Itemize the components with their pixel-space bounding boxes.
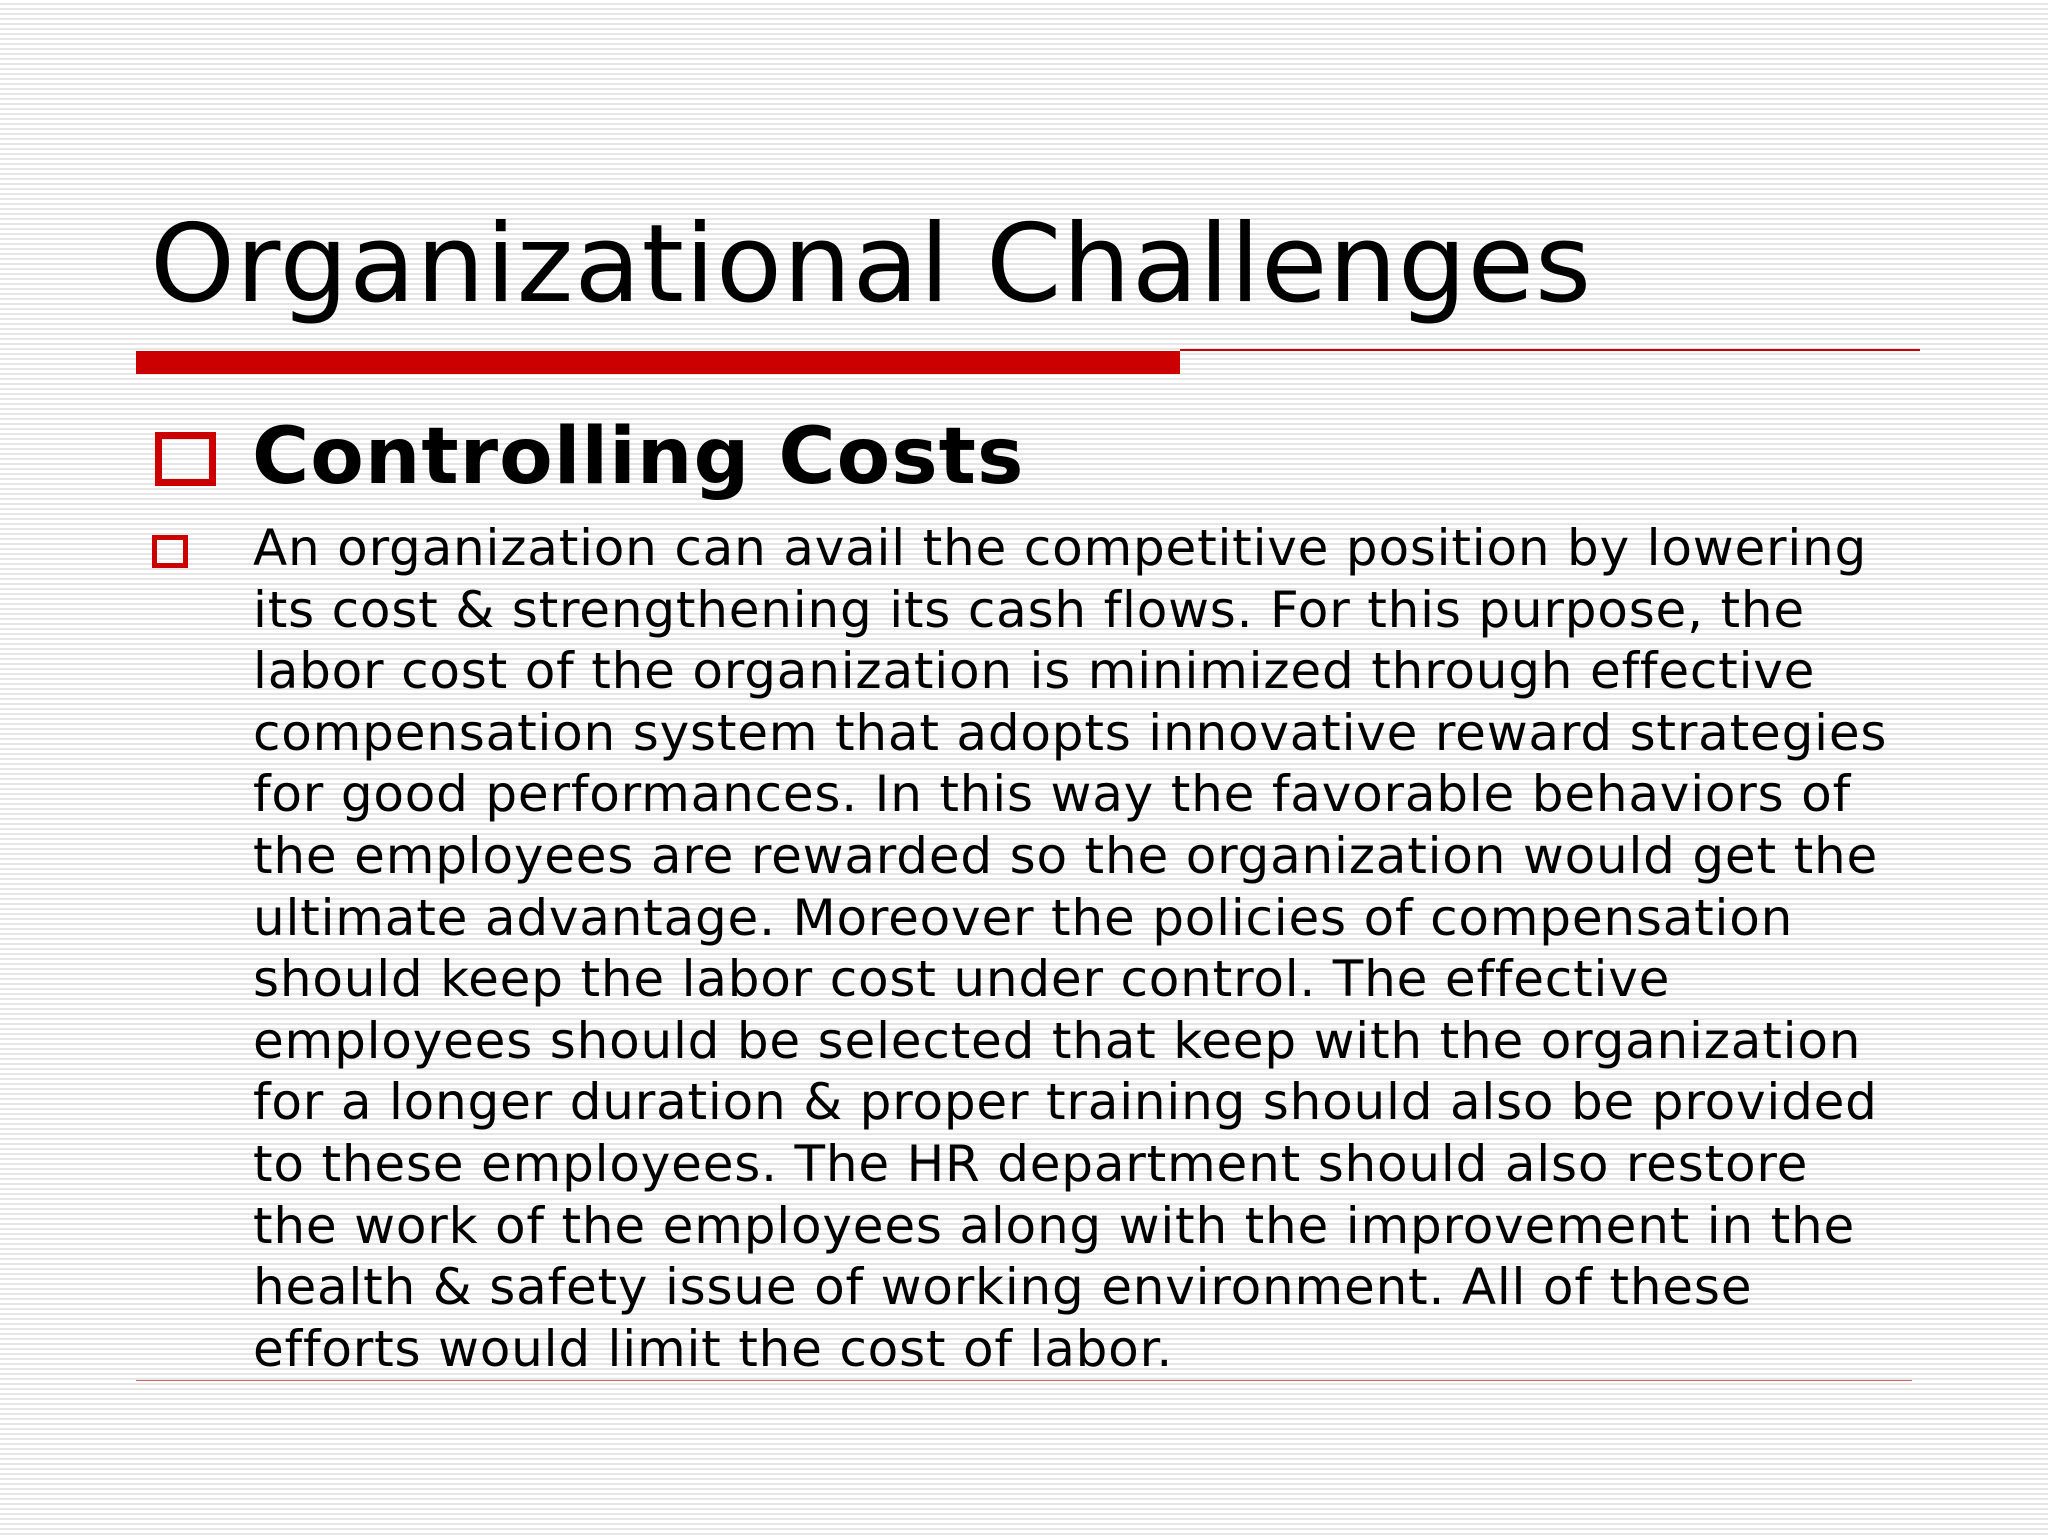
body-line: to these employees. The HR department should also restore (253, 1134, 1809, 1193)
body-line: compensation system that adopts innovative reward strategies (253, 703, 1888, 762)
section-heading: Controlling Costs (252, 412, 1025, 502)
body-line: for a longer duration & proper training should also be provided (253, 1073, 1878, 1132)
body-line: for good performances. In this way the favorable behaviors of (253, 765, 1851, 824)
body-line: labor cost of the organization is minimized through effective (253, 642, 1816, 701)
body-line: efforts would limit the cost of labor. (253, 1319, 1174, 1378)
body-line: its cost & strengthening its cash flows. For this purpose, the (253, 580, 1805, 639)
body-line: An organization can avail the competitive position by lowering (253, 519, 1868, 577)
body-line: the employees are rewarded so the organization would get the (253, 826, 1879, 885)
square-bullet-small-icon (152, 535, 188, 568)
title-underline-thick (136, 351, 1180, 374)
square-bullet-icon (155, 432, 216, 486)
body-line: employees should be selected that keep with the organization (253, 1011, 1862, 1070)
body-paragraph (253, 518, 1943, 1380)
title-underline-thin (1180, 349, 1920, 351)
body-line: ultimate advantage. Moreover the policies of compensation (253, 888, 1794, 947)
body-line: the work of the employees along with the improvement in the (253, 1196, 1856, 1255)
slide-title: Organizational Challenges (150, 202, 1593, 327)
body-line: should keep the labor cost under control. The effective (253, 950, 1671, 1009)
footer-divider (136, 1380, 1912, 1381)
body-line: health & safety issue of working environment. All of these (253, 1258, 1753, 1317)
